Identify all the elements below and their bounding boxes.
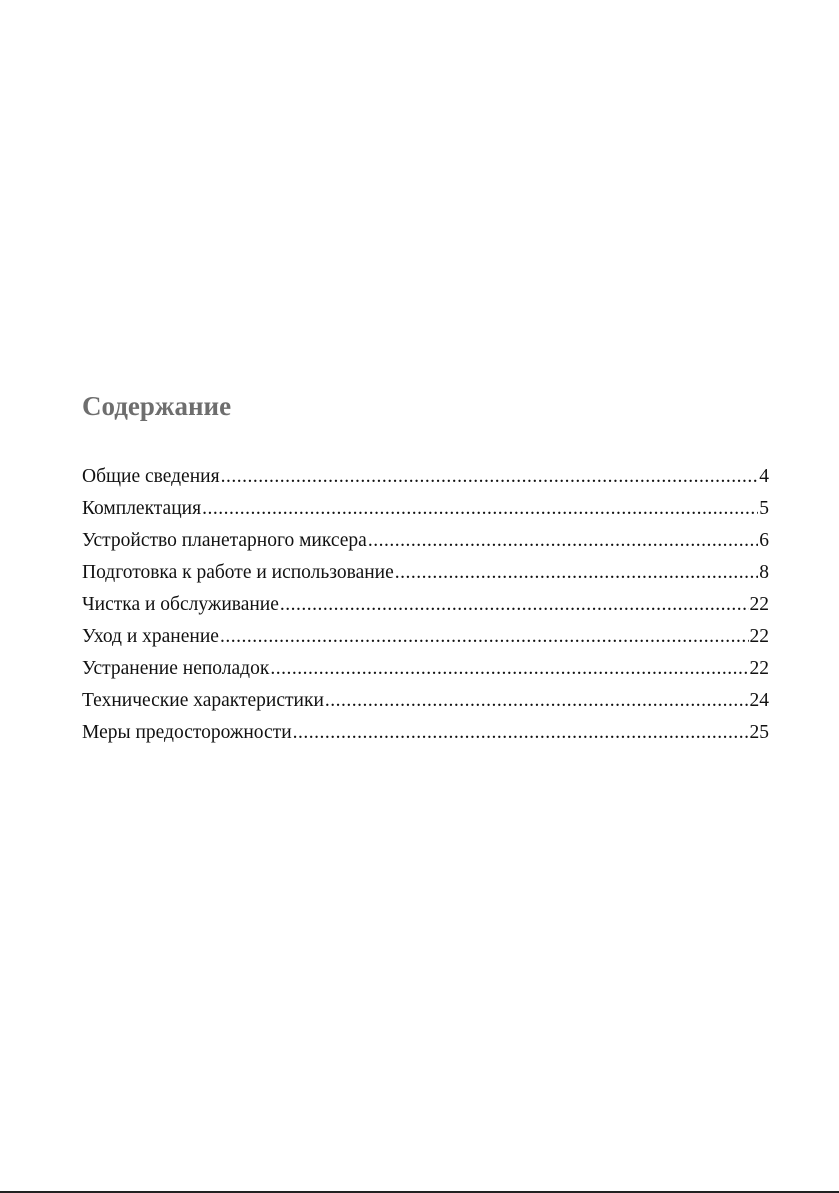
- table-of-contents: [82, 386, 769, 749]
- toc-entry[interactable]: [82, 717, 769, 749]
- toc-entry-page: 6: [759, 530, 769, 551]
- toc-entry-label: Чистка и обслуживание: [82, 594, 279, 615]
- toc-entry-label: Комплектация: [82, 498, 202, 519]
- toc-entry-label: Меры предосторожности: [82, 722, 292, 743]
- toc-entry[interactable]: [82, 493, 769, 525]
- toc-leader-dots: [270, 653, 748, 685]
- toc-entry-page: 4: [759, 466, 769, 487]
- toc-leader-dots: [220, 621, 749, 653]
- toc-leader-dots: [280, 589, 749, 621]
- toc-entry-page: 8: [759, 562, 769, 583]
- toc-entry[interactable]: [82, 557, 769, 589]
- toc-entry[interactable]: [82, 461, 769, 493]
- toc-leader-dots: [221, 461, 759, 493]
- toc-entry-label: Технические характеристики: [82, 690, 324, 711]
- toc-entry-page: 25: [749, 722, 769, 743]
- toc-leader-dots: [293, 717, 749, 749]
- toc-entry-page: 24: [749, 690, 769, 711]
- toc-entry[interactable]: [82, 653, 769, 685]
- toc-entry-label: Подготовка к работе и использование: [82, 562, 394, 583]
- toc-entry[interactable]: [82, 621, 769, 653]
- toc-entry[interactable]: [82, 589, 769, 621]
- toc-title: Содержание: [82, 391, 232, 421]
- toc-leader-dots: [395, 557, 758, 589]
- toc-leader-dots: [202, 493, 758, 525]
- toc-entry-label: Устройство планетарного миксера: [82, 530, 367, 551]
- toc-entry-label: Общие сведения: [82, 466, 220, 487]
- toc-entry[interactable]: [82, 685, 769, 717]
- toc-leader-dots: [325, 685, 749, 717]
- toc-entry-page: 22: [749, 658, 769, 679]
- toc-list: [82, 461, 769, 749]
- toc-entry[interactable]: [82, 525, 769, 557]
- toc-entry-label: Уход и хранение: [82, 626, 219, 647]
- toc-entry-page: 22: [749, 594, 769, 615]
- toc-entry-label: Устранение неполадок: [82, 658, 270, 679]
- toc-entry-page: 22: [749, 626, 769, 647]
- toc-leader-dots: [368, 525, 758, 557]
- toc-entry-page: 5: [759, 498, 769, 519]
